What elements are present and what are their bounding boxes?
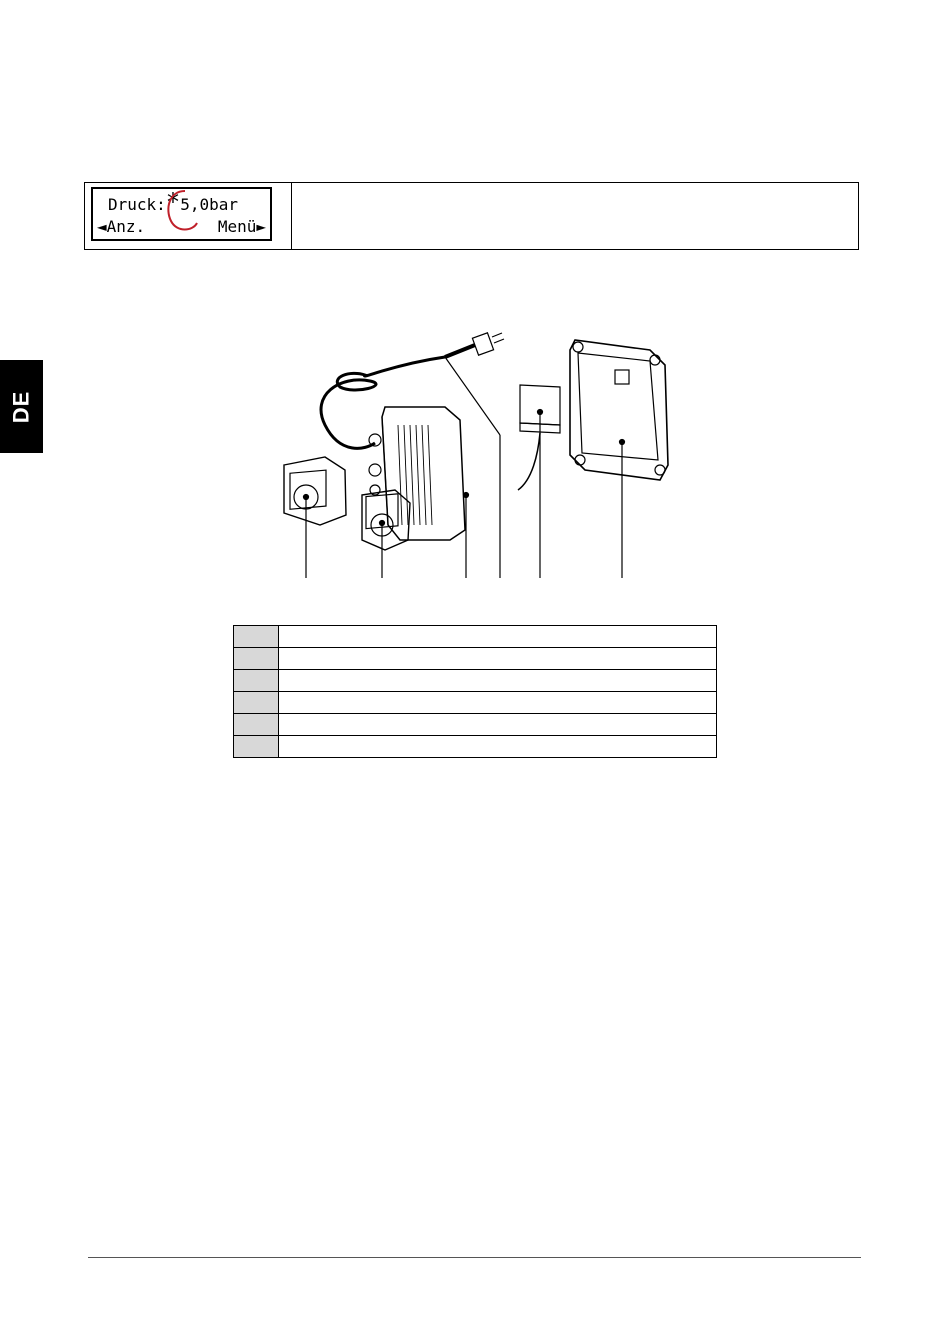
- footer-divider: [88, 1257, 861, 1258]
- lcd-symbol: *: [165, 188, 181, 216]
- legend-text: [279, 648, 717, 670]
- legend-text: [279, 670, 717, 692]
- legend-row: [234, 692, 717, 714]
- legend-text: [279, 692, 717, 714]
- lcd-display: [91, 187, 272, 241]
- exploded-view-illustration: [270, 325, 690, 585]
- highlight-circle-icon: [163, 187, 203, 241]
- language-tab-label: DE: [8, 390, 34, 423]
- display-cell: [85, 183, 292, 249]
- legend-text: [279, 626, 717, 648]
- legend-row: [234, 714, 717, 736]
- lcd-soft-key-right: Menü►: [217, 217, 266, 236]
- legend-row: [234, 670, 717, 692]
- legend-table: [233, 625, 717, 758]
- legend-number: [234, 670, 279, 692]
- legend-text: [279, 714, 717, 736]
- legend-number: [234, 648, 279, 670]
- legend-number: [234, 692, 279, 714]
- legend-text: [279, 736, 717, 758]
- legend-number: [234, 714, 279, 736]
- display-info-table: [84, 182, 859, 250]
- legend-row: [234, 648, 717, 670]
- legend-row: [234, 626, 717, 648]
- description-cell: [292, 183, 858, 249]
- legend-row: [234, 736, 717, 758]
- legend-number: [234, 736, 279, 758]
- lcd-soft-key-left: ◄Anz.: [97, 217, 146, 236]
- legend-number: [234, 626, 279, 648]
- language-tab: [0, 360, 43, 453]
- lcd-pressure-label: Druck:: [108, 195, 166, 214]
- lcd-pressure-value: 5,0bar: [180, 195, 239, 214]
